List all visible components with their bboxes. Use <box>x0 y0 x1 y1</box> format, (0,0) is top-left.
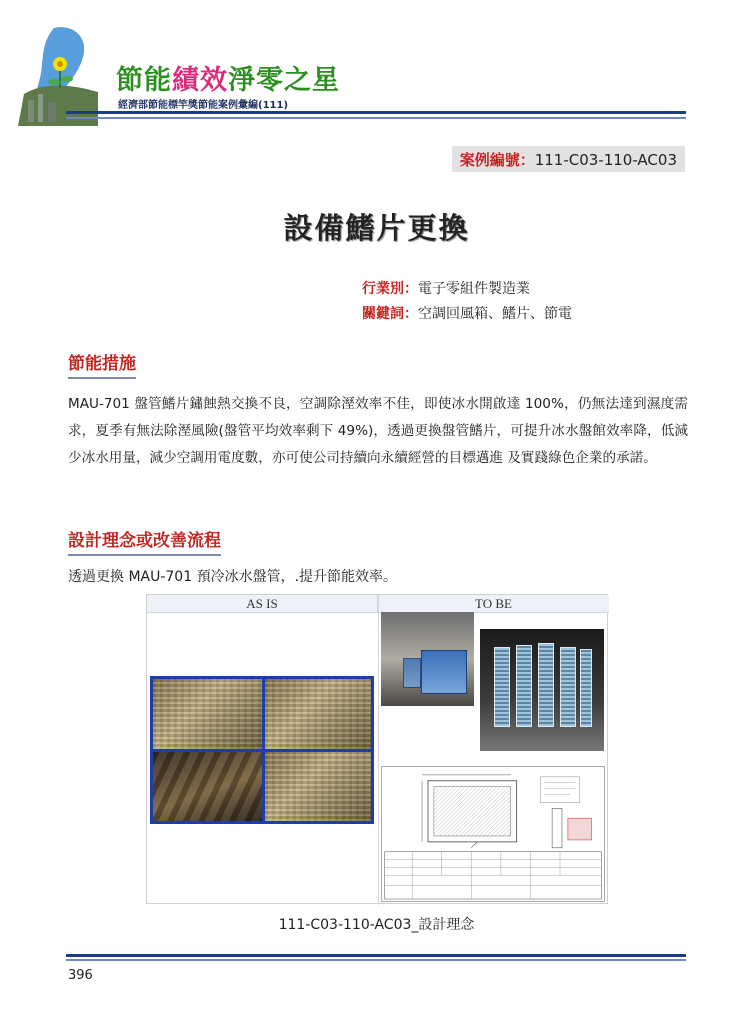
corroded-fin-photo-2 <box>265 679 371 749</box>
coil-panel <box>516 645 532 727</box>
measures-body: MAU-701 盤管鰭片鏽蝕熱交換不良，空調除溼效率不佳，即使冰水開啟達 100%，仍無法達到濕度需求，夏季有無法除溼風險(盤管平均效率剩下 49%)，透過更換盤管鰭片，可提升冰水盤館效率降，低減少冰水用量，減少空調用電度數，亦可使公司持續向永續經營的目標邁進 及實踐綠色企業的承諾。 <box>68 396 688 466</box>
coil-engineering-drawing <box>381 766 605 902</box>
coil-panel <box>580 649 592 727</box>
coil-panel <box>560 647 576 727</box>
case-number-box <box>452 146 685 172</box>
industry-value: 電子零組件製造業 <box>418 281 530 297</box>
to-be-header: TO BE <box>378 595 609 613</box>
case-number-label: 案例編號： <box>459 151 535 169</box>
duct-interior-photo <box>153 752 262 821</box>
keywords-label: 關鍵詞： <box>362 306 418 322</box>
case-number-value: 111-C03-110-AC03 <box>534 151 677 169</box>
section-heading-design: 設計理念或改善流程 <box>68 526 221 556</box>
as-is-header: AS IS <box>147 595 378 613</box>
section-heading-measures: 節能措施 <box>68 349 136 379</box>
figure-divider <box>378 595 379 905</box>
blue-coil-unit <box>421 650 467 694</box>
new-coil-install-photo <box>381 612 474 706</box>
brand-subtitle: 經濟部節能標竿獎節能案例彙編(111) <box>118 100 289 111</box>
corroded-fin-photo-1 <box>153 679 262 749</box>
page-number: 396 <box>68 968 93 983</box>
coil-panel <box>494 647 510 727</box>
corroded-fin-photo-3 <box>265 752 371 821</box>
footer-divider <box>66 954 686 961</box>
design-body: 透過更換 MAU-701 預冷冰水盤管，.提升節能效率。 <box>68 569 398 585</box>
keywords-line <box>362 303 572 323</box>
brand-title: 節能績效淨零之星 <box>116 65 340 96</box>
industry-line <box>362 278 530 298</box>
figure-caption: 111-C03-110-AC03_設計理念 <box>278 917 475 933</box>
blue-coil-unit-2 <box>403 658 421 688</box>
page-title: 設備鰭片更換 <box>283 211 470 245</box>
new-coils-photo <box>480 629 604 751</box>
header-divider <box>66 111 686 119</box>
coil-panel <box>538 643 554 727</box>
as-is-photo-group <box>150 676 374 824</box>
industry-label: 行業別： <box>362 281 418 297</box>
keywords-value: 空調回風箱、鰭片、節電 <box>418 306 572 322</box>
page-header <box>0 0 753 125</box>
